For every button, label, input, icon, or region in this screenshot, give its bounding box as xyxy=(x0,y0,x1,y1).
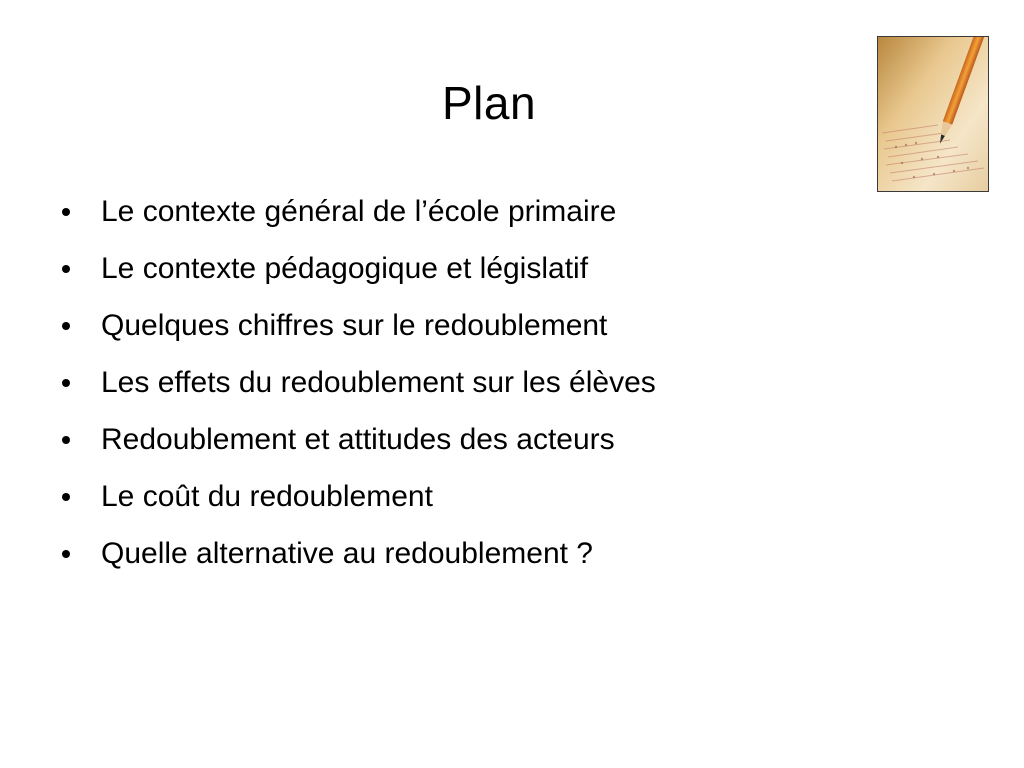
list-item xyxy=(58,471,958,528)
list-item xyxy=(58,528,958,585)
bullet-icon xyxy=(62,436,70,444)
bullet-text: Le coût du redoublement xyxy=(101,480,433,513)
bullet-icon xyxy=(62,493,70,501)
list-item xyxy=(58,357,958,414)
bullet-icon xyxy=(62,379,70,387)
list-item xyxy=(58,186,958,243)
bullet-text: Le contexte pédagogique et législatif xyxy=(101,252,589,285)
bullet-icon xyxy=(62,265,70,273)
bullet-icon xyxy=(62,550,70,558)
bullet-list xyxy=(58,186,958,585)
bullet-text: Quelle alternative au redoublement ? xyxy=(101,537,593,570)
list-item xyxy=(58,300,958,357)
bullet-text: Les effets du redoublement sur les élèves xyxy=(101,366,656,399)
bullet-text: Quelques chiffres sur le redoublement xyxy=(101,309,608,342)
bullet-text: Le contexte général de l’école primaire xyxy=(101,195,617,228)
list-item xyxy=(58,414,958,471)
slide-title: Plan xyxy=(441,77,537,129)
pencil-on-exam-paper-icon xyxy=(877,36,989,192)
bullet-icon xyxy=(62,322,70,330)
list-item xyxy=(58,243,958,300)
bullet-icon xyxy=(62,208,70,216)
bullet-text: Redoublement et attitudes des acteurs xyxy=(101,423,615,456)
